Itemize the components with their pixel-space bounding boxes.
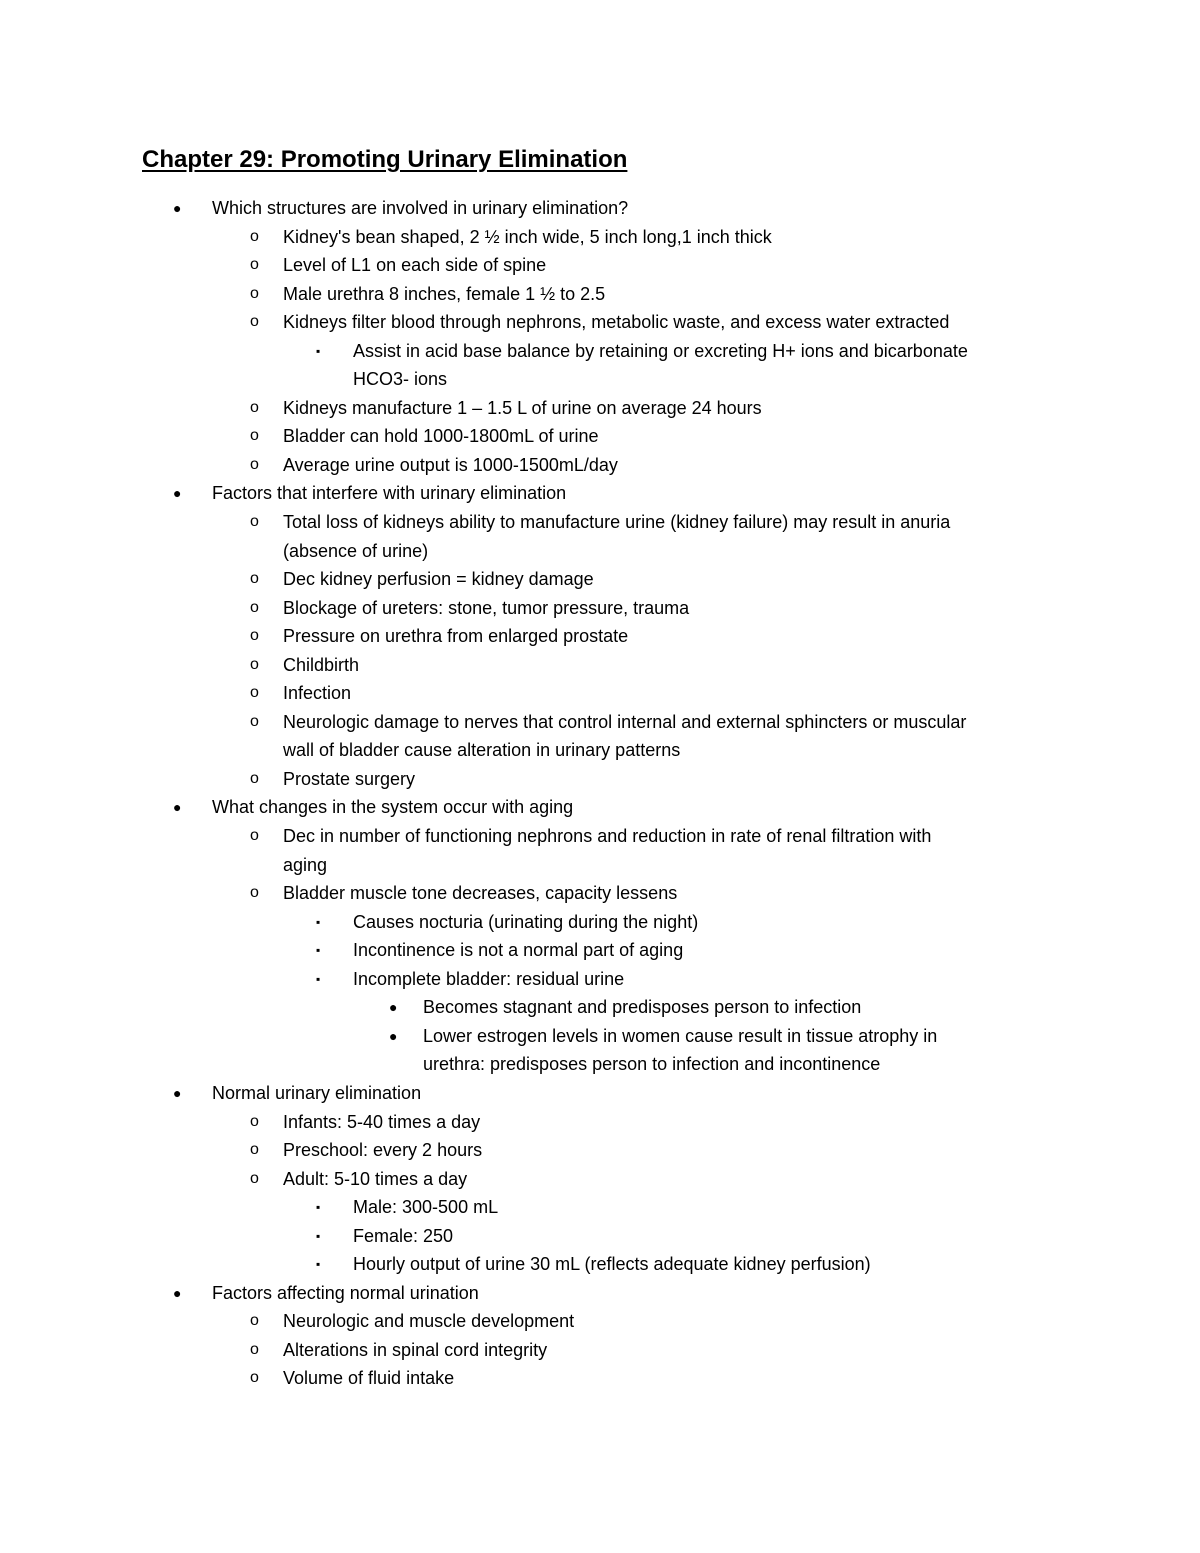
- outline-item-level-2: [0, 708, 1200, 737]
- outline-item-text: Average urine output is 1000-1500mL/day: [283, 454, 618, 475]
- outline-item-text: Infection: [283, 683, 352, 704]
- dot-bullet-icon: ●: [173, 799, 182, 816]
- outline-item-text: HCO3- ions: [353, 369, 448, 390]
- outline-item-text: Infants: 5-40 times a day: [283, 1111, 481, 1132]
- outline-item-level-1: [0, 793, 1200, 822]
- outline-item-level-2: [0, 223, 1200, 252]
- outline-item-text: Becomes stagnant and predisposes person to infection: [423, 997, 862, 1018]
- circle-bullet-icon: o: [250, 313, 259, 331]
- outline-item-level-2: [0, 565, 1200, 594]
- outline-item-text: Kidney's bean shaped, 2 ½ inch wide, 5 inch long,1 inch thick: [283, 226, 772, 247]
- circle-bullet-icon: o: [250, 884, 259, 902]
- dot-bullet-icon: ●: [173, 1084, 182, 1101]
- outline-item-level-2: [0, 622, 1200, 651]
- outline-item-level-2: [0, 879, 1200, 908]
- outline-item-level-2: [0, 1108, 1200, 1137]
- outline-item-text: Causes nocturia (urinating during the night): [353, 911, 699, 932]
- outline-item-level-3: [0, 1193, 1200, 1222]
- outline-item-text: aging: [283, 854, 328, 875]
- circle-bullet-icon: o: [250, 627, 259, 645]
- outline-item-text: Normal urinary elimination: [212, 1082, 422, 1103]
- dot-bullet-icon: ●: [173, 485, 182, 502]
- outline-item-level-3: [0, 908, 1200, 937]
- outline-line-continuation: [0, 365, 1200, 394]
- outline-item-text: Which structures are involved in urinary elimination?: [212, 198, 629, 218]
- outline-item-level-1: [0, 1079, 1200, 1108]
- circle-bullet-icon: o: [250, 427, 259, 445]
- outline-item-level-2: [0, 594, 1200, 623]
- outline-item-level-1: [0, 1279, 1200, 1308]
- outline-item-text: Total loss of kidneys ability to manufacture urine (kidney failure) may result in anuria: [283, 512, 951, 533]
- outline-item-text: Male: 300-500 mL: [353, 1197, 499, 1218]
- circle-bullet-icon: o: [250, 769, 259, 787]
- outline-item-level-4: [0, 1022, 1200, 1051]
- outline-item-text: Male urethra 8 inches, female 1 ½ to 2.5: [283, 283, 606, 304]
- outline-item-level-2: [0, 1165, 1200, 1194]
- outline-item-text: Kidneys manufacture 1 – 1.5 L of urine on average 24 hours: [283, 397, 762, 418]
- outline-item-text: Female: 250: [353, 1225, 454, 1246]
- outline-item-level-2: [0, 451, 1200, 480]
- outline-item-text: wall of bladder cause alteration in urinary patterns: [283, 740, 681, 761]
- outline-item-level-3: [0, 337, 1200, 366]
- outline-item-text: Assist in acid base balance by retaining or excreting H+ ions and bicarbonate: [353, 340, 968, 361]
- outline-item-text: Pressure on urethra from enlarged prostate: [283, 626, 629, 647]
- outline-item-level-3: [0, 1250, 1200, 1279]
- outline-item-text: Bladder muscle tone decreases, capacity lessens: [283, 883, 678, 904]
- outline-item-text: Volume of fluid intake: [283, 1368, 455, 1389]
- circle-bullet-icon: o: [250, 455, 259, 473]
- circle-bullet-icon: o: [250, 1141, 259, 1159]
- outline-item-text: Prostate surgery: [283, 768, 416, 789]
- outline-item-level-4: [0, 993, 1200, 1022]
- outline-item-text: Preschool: every 2 hours: [283, 1140, 483, 1161]
- outline-item-text: Hourly output of urine 30 mL (reflects adequate kidney perfusion): [353, 1254, 871, 1275]
- outline-item-level-2: [0, 1364, 1200, 1393]
- outline-item-level-3: [0, 1222, 1200, 1251]
- circle-bullet-icon: o: [250, 1112, 259, 1130]
- outline-item-level-1: [0, 479, 1200, 508]
- square-bullet-icon: ▪: [316, 943, 321, 958]
- dot-bullet-icon: ●: [173, 200, 182, 216]
- circle-bullet-icon: o: [250, 256, 259, 274]
- outline-item-text: (absence of urine): [283, 540, 429, 561]
- circle-bullet-icon: o: [250, 655, 259, 673]
- circle-bullet-icon: o: [250, 684, 259, 702]
- circle-bullet-icon: o: [250, 513, 259, 531]
- page-title: Chapter 29: Promoting Urinary Elimination: [142, 146, 628, 173]
- outline-item-level-3: [0, 936, 1200, 965]
- outline-item-text: Neurologic and muscle development: [283, 1311, 575, 1332]
- outline-item-text: Neurologic damage to nerves that control internal and external sphincters or muscular: [283, 711, 967, 732]
- outline-item-level-2: [0, 1136, 1200, 1165]
- outline-item-level-3: [0, 965, 1200, 994]
- outline-item-level-2: [0, 422, 1200, 451]
- dot-bullet-icon: ●: [173, 1284, 182, 1301]
- circle-bullet-icon: o: [250, 1340, 259, 1358]
- outline-item-text: urethra: predisposes person to infection and incontinence: [423, 1054, 881, 1075]
- square-bullet-icon: ▪: [316, 914, 321, 929]
- circle-bullet-icon: o: [250, 398, 259, 416]
- outline-item-level-2: [0, 508, 1200, 537]
- circle-bullet-icon: o: [250, 1312, 259, 1330]
- circle-bullet-icon: o: [250, 570, 259, 588]
- outline-item-text: Kidneys filter blood through nephrons, metabolic waste, and excess water extracted: [283, 312, 950, 333]
- outline-line-continuation: [0, 537, 1200, 566]
- outline-item-level-1: [0, 194, 1200, 223]
- outline-item-level-2: [0, 280, 1200, 309]
- outline-item-text: Dec in number of functioning nephrons and reduction in rate of renal filtration with: [283, 826, 932, 847]
- outline-item-level-2: [0, 308, 1200, 337]
- outline-item-level-2: [0, 679, 1200, 708]
- circle-bullet-icon: o: [250, 227, 259, 245]
- square-bullet-icon: ▪: [316, 343, 321, 358]
- circle-bullet-icon: o: [250, 598, 259, 616]
- dot-bullet-icon: ●: [389, 1027, 398, 1044]
- outline-item-text: Adult: 5-10 times a day: [283, 1168, 468, 1189]
- outline-item-text: Bladder can hold 1000-1800mL of urine: [283, 426, 599, 447]
- circle-bullet-icon: o: [250, 284, 259, 302]
- outline-item-text: Incontinence is not a normal part of aging: [353, 940, 684, 961]
- circle-bullet-icon: o: [250, 827, 259, 845]
- circle-bullet-icon: o: [250, 712, 259, 730]
- square-bullet-icon: ▪: [316, 971, 321, 986]
- notes-outline: [0, 194, 1200, 1393]
- outline-line-continuation: [0, 1050, 1200, 1079]
- outline-line-continuation: [0, 851, 1200, 880]
- outline-item-level-2: [0, 822, 1200, 851]
- outline-item-text: Childbirth: [283, 654, 360, 675]
- circle-bullet-icon: o: [250, 1369, 259, 1387]
- outline-item-text: Dec kidney perfusion = kidney damage: [283, 569, 594, 590]
- outline-item-text: Level of L1 on each side of spine: [283, 255, 547, 276]
- outline-item-level-2: [0, 394, 1200, 423]
- outline-item-level-2: [0, 1307, 1200, 1336]
- square-bullet-icon: ▪: [316, 1200, 321, 1215]
- outline-item-text: Lower estrogen levels in women cause result in tissue atrophy in: [423, 1025, 938, 1046]
- outline-item-text: Alterations in spinal cord integrity: [283, 1339, 548, 1360]
- outline-item-level-2: [0, 251, 1200, 280]
- outline-item-text: Incomplete bladder: residual urine: [353, 968, 625, 989]
- circle-bullet-icon: o: [250, 1169, 259, 1187]
- outline-line-continuation: [0, 736, 1200, 765]
- square-bullet-icon: ▪: [316, 1228, 321, 1243]
- outline-item-text: Blockage of ureters: stone, tumor pressure, trauma: [283, 597, 690, 618]
- outline-item-text: Factors that interfere with urinary elimination: [212, 483, 567, 504]
- outline-item-text: Factors affecting normal urination: [212, 1282, 479, 1303]
- outline-item-text: What changes in the system occur with aging: [212, 797, 574, 818]
- outline-item-level-2: [0, 651, 1200, 680]
- outline-item-level-2: [0, 765, 1200, 794]
- square-bullet-icon: ▪: [316, 1257, 321, 1272]
- outline-item-level-2: [0, 1336, 1200, 1365]
- dot-bullet-icon: ●: [389, 999, 398, 1016]
